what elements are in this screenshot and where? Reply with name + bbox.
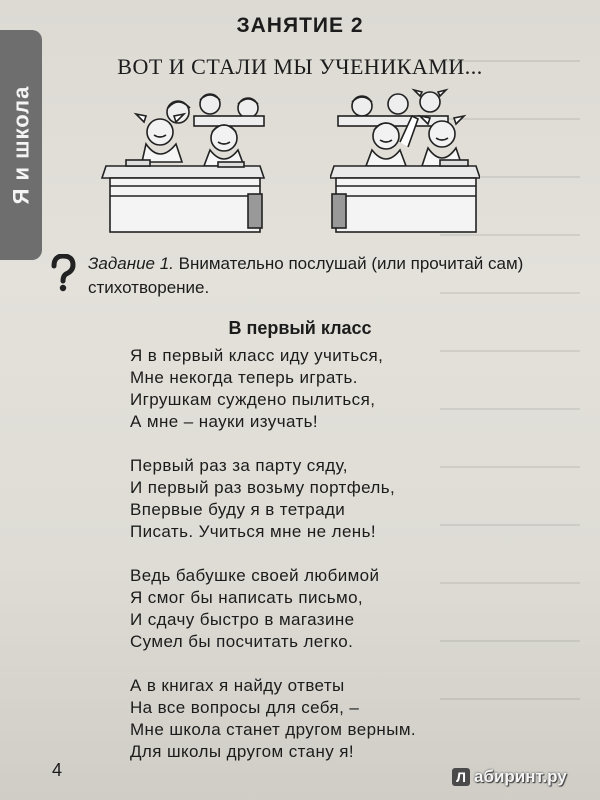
poem-line: А в книгах я найду ответы — [130, 676, 345, 695]
poem-line: Впервые буду я в тетради — [130, 500, 346, 519]
poem-line: Ведь бабушке своей любимой — [130, 566, 380, 585]
classroom-illustration-right — [330, 86, 480, 236]
question-mark-icon — [48, 254, 78, 292]
task-label: Задание 1. — [88, 254, 174, 273]
poem-stanza-4 — [130, 675, 550, 763]
poem-stanza-2 — [130, 455, 550, 543]
poem — [130, 345, 550, 785]
poem-line: Для школы другом стану я! — [130, 742, 355, 761]
poem-line: Игрушкам суждено пылиться, — [130, 390, 376, 409]
classroom-illustration-left — [98, 86, 268, 236]
poem-line: Я смог бы написать письмо, — [130, 588, 364, 607]
task-instruction: Внимательно послушай (или прочитай сам) стихотворение. — [88, 254, 524, 297]
watermark-text: абиринт.ру — [474, 767, 567, 786]
poem-line: Писать. Учиться мне не лень! — [130, 522, 376, 541]
poem-line: И первый раз возьму портфель, — [130, 478, 396, 497]
lesson-subtitle: ВОТ И СТАЛИ МЫ УЧЕНИКАМИ... — [117, 54, 483, 79]
poem-line: Я в первый класс иду учиться, — [130, 346, 384, 365]
poem-title: В первый класс — [228, 318, 372, 338]
section-tab-label: Я и школа — [8, 85, 34, 205]
page-number: 4 — [52, 760, 63, 780]
poem-stanza-1 — [130, 345, 550, 433]
poem-line: Мне школа станет другом верным. — [130, 720, 417, 739]
poem-line: Первый раз за парту сяду, — [130, 456, 348, 475]
poem-stanza-3 — [130, 565, 550, 653]
task-text — [88, 252, 568, 300]
poem-line: Мне некогда теперь играть. — [130, 368, 358, 387]
poem-line: На все вопросы для себя, – — [130, 698, 360, 717]
poem-line: И сдачу быстро в магазине — [130, 610, 355, 629]
labirint-logo-icon: Л — [452, 768, 470, 786]
labirint-watermark — [452, 764, 592, 790]
poem-line: Сумел бы посчитать легко. — [130, 632, 354, 651]
poem-line: А мне – науки изучать! — [130, 412, 319, 431]
task-block — [48, 252, 568, 300]
lesson-title: ЗАНЯТИЕ 2 — [236, 14, 364, 37]
